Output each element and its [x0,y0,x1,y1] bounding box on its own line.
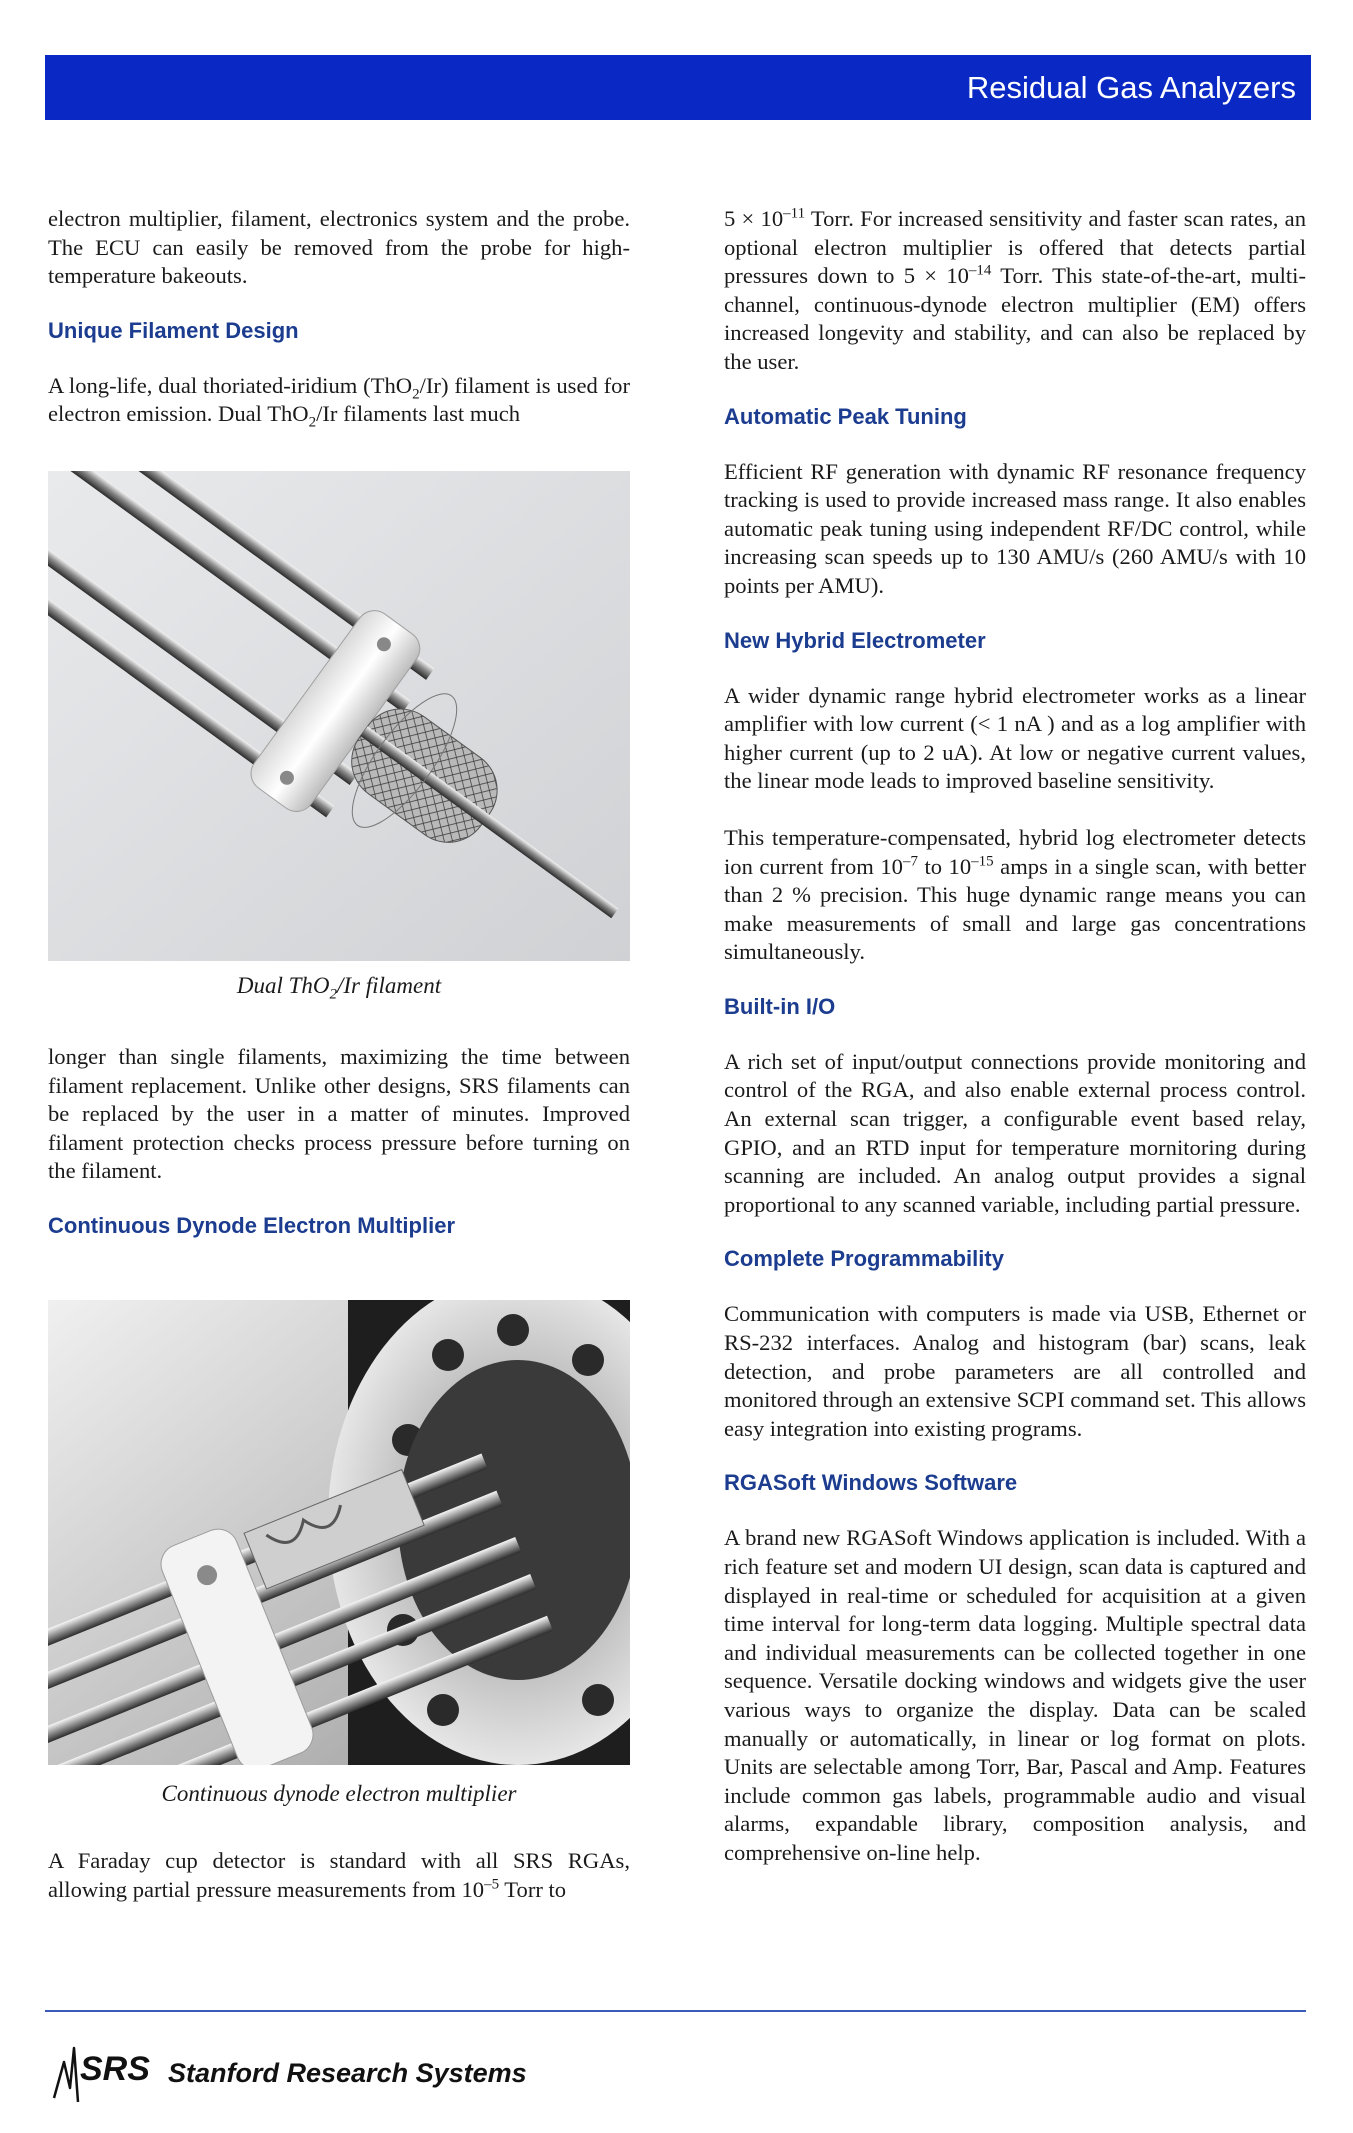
heading-rgasoft-windows-software: RGASoft Windows Software [724,1470,1018,1496]
right-paragraph-6: Communication with computers is made via USB, Ethernet or RS-232 interfaces. Analog and histogram (bar) scans, leak detection, and probe parameters are all controlled and monitored through an extensive SCPI command set. This allows easy integration into existing programs. [724,1301,1306,1441]
right-paragraph-2: Efficient RF generation with dynamic RF resonance frequency tracking is used to provide increased mass range. It also enables automatic peak tuning using independent RF/DC control, while increasing scan speeds up to 130 AMU/s (260 AMU/s with 10 points per AMU). [724,458,1306,598]
multiplier-photo-graphic [48,1300,630,1765]
srs-logo-icon [50,2040,160,2110]
heading-continuous-dynode-electron-multiplier: Continuous Dynode Electron Multiplier [48,1212,455,1238]
right-paragraph-4: This temperature-compensated, hybrid log electrometer detects ion current from $10^{-7}$ to $10^{-15}$ amps in a single scan, with better than 2 % precision. This huge dynamic range means you can make measurements of small and large gas concentrations simultaneously. [724,824,1306,965]
right-paragraph-3: A wider dynamic range hybrid electrometer works as a linear amplifier with low current (< 1 nA ) and as a log amplifier with higher current (up to 2 uA). At low or negative current values, the linear mode leads to improved baseline sensitivity. [724,682,1306,794]
header-bar [45,55,1311,120]
heading-new-hybrid-electrometer: New Hybrid Electrometer [724,627,986,653]
heading-complete-programmability: Complete Programmability [724,1246,1004,1272]
left-paragraph-4: A Faraday cup detector is standard with all SRS RGAs, allowing partial pressure measurements from $10^{-5}$ Torr to [48,1847,630,1902]
right-column [724,205,1306,1868]
footer-company-name: Stanford Research Systems [168,2058,527,2088]
right-paragraph-7: A brand new RGASoft Windows application is included. With a rich feature set and modern UI design, scan data is captured and displayed in real-time or scheduled for acquisition at a given time interval for long-term data logging. Multiple spectral data and individual measurements can be collected together in one sequence. Versatile docking windows and widgets give the user various ways to organize the display. Data can be scaled manually or automatically, in linear or log format on plots. Units are selectable among Torr, Bar, Pascal and Amp. Features include common gas labels, programmable audio and visual alarms, expandable library, composition analysis, and comprehensive on-line help. [724,1525,1306,1865]
left-paragraph-2: A long-life, dual thoriated-iridium (ThO$_2$/Ir) filament is used for electron emission. Dual ThO$_2$/Ir filaments last much [48,372,630,431]
page-header-title: Residual Gas Analyzers [966,70,1296,105]
left-column [48,205,630,1904]
filament-photo [48,471,630,961]
left-paragraph-1: electron multiplier, filament, electronics system and the probe. The ECU can easily be removed from the probe for high-temperature bakeouts. [48,206,630,289]
multiplier-photo-caption: Continuous dynode electron multiplier [161,1780,517,1806]
multiplier-photo [48,1300,630,1765]
svg-text:SRS: SRS [80,2050,150,2088]
filament-photo-caption: Dual ThO$_2$/Ir filament [236,972,442,1003]
heading-unique-filament-design: Unique Filament Design [48,317,299,343]
footer-rule [45,2010,1306,2012]
footer [50,2040,650,2110]
filament-photo-graphic [48,471,630,961]
left-paragraph-3: longer than single filaments, maximizing the time between filament replacement. Unlike other designs, SRS filaments can be replaced by the user in a matter of minutes. Improved filament protection checks process pressure before turning on the filament. [48,1043,630,1184]
heading-built-in-io: Built-in I/O [724,993,836,1019]
right-paragraph-5: A rich set of input/output connections provide monitoring and control of the RGA, and also enable external process control. An external scan trigger, a configurable event based relay, GPIO, and an RTD input for temperature mornitoring during scanning are included. An analog output provides a signal proportional to any scanned variable, including partial pressure. [724,1048,1306,1217]
heading-automatic-peak-tuning: Automatic Peak Tuning [724,403,967,429]
right-paragraph-1: $5 \times 10^{-11}$ Torr. For increased sensitivity and faster scan rates, an optional electron multiplier is offered that detects partial pressures down to $5 \times 10^{-14}$ Torr. This state-of-the-art, multi-channel, continuous-dynode electron multiplier (EM) offers increased longevity and stability, and can also be replaced by the user. [724,205,1306,374]
